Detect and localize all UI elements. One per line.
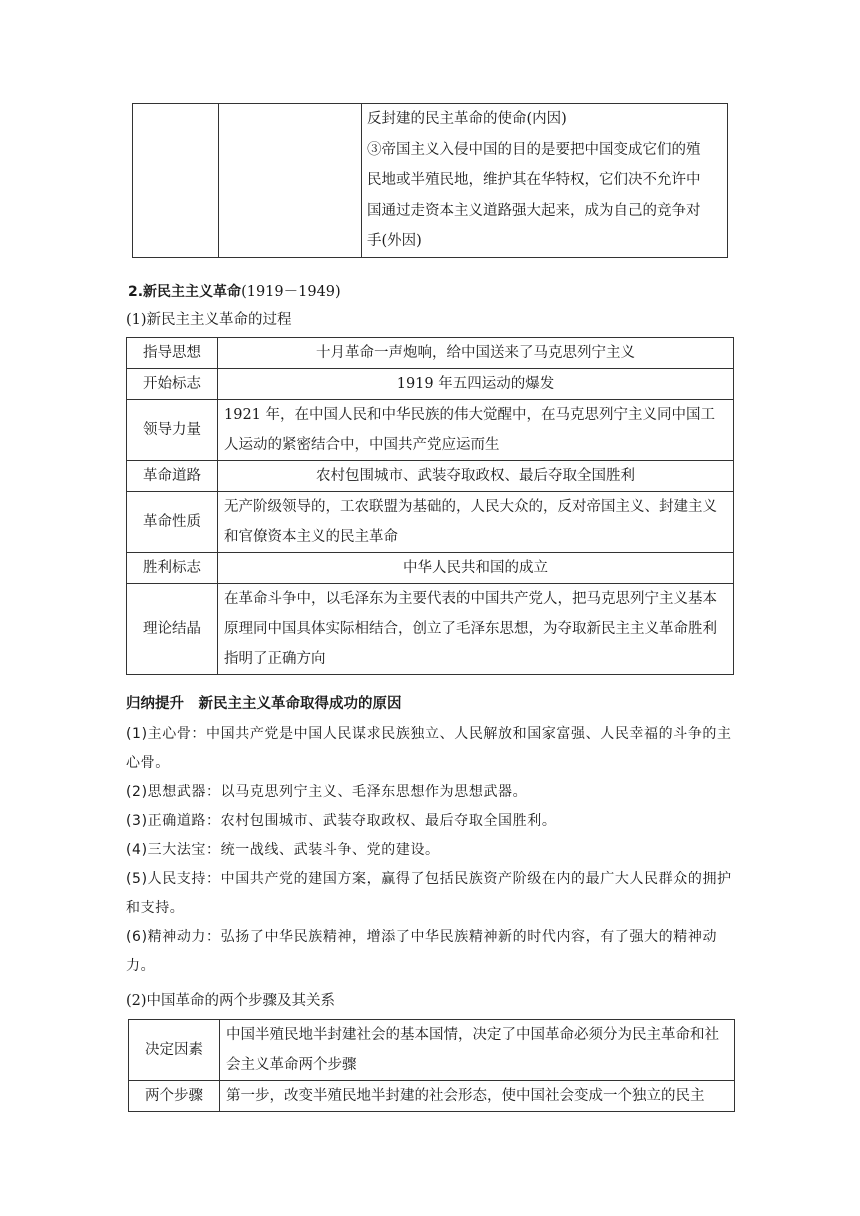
- table-row: [127, 400, 734, 461]
- row-content: 1921 年，在中国人民和中华民族的伟大觉醒中，在马克思列宁主义同中国工人运动的紧密结合中，中国共产党应运而生: [218, 400, 734, 461]
- row-label: 革命道路: [127, 461, 218, 492]
- row-label: 指导思想: [127, 338, 218, 369]
- subsection-heading: (2)中国革命的两个步骤及其关系: [126, 993, 336, 1009]
- row-content: 在革命斗争中，以毛泽东为主要代表的中国共产党人，把马克思列宁主义基本原理同中国具体实际相结合，创立了毛泽东思想，为夺取新民主主义革命胜利指明了正确方向: [218, 584, 734, 675]
- section-years: (1919－1949): [241, 284, 341, 300]
- row-label: 理论结晶: [127, 584, 218, 675]
- empty-cell: [219, 104, 362, 258]
- item-text: 弘扬了中华民族精神，增添了中华民族精神新的时代内容，有了强大的精神动力。: [126, 929, 718, 974]
- item-key: (5)人民支持：: [126, 871, 221, 887]
- row-label: 决定因素: [129, 1020, 220, 1081]
- text-line: 手(外因): [367, 233, 422, 249]
- text-line: 国通过走资本主义道路强大起来，成为自己的竞争对: [367, 202, 701, 219]
- induction-heading: 归纳提升 新民主主义革命取得成功的原因: [126, 696, 402, 712]
- item-text: 统一战线、武装斗争、党的建设。: [220, 842, 440, 858]
- table-row: [129, 1020, 735, 1081]
- row-label: 领导力量: [127, 400, 218, 461]
- row-content: 十月革命一声炮响，给中国送来了马克思列宁主义: [218, 338, 734, 369]
- list-item: [126, 923, 736, 981]
- row-content: 第一步，改变半殖民地半封建的社会形态，使中国社会变成一个独立的民主: [220, 1081, 735, 1112]
- row-content: 无产阶级领导的，工农联盟为基础的，人民大众的，反对帝国主义、封建主义和官僚资本主义的民主革命: [218, 492, 734, 553]
- table-row: [127, 338, 734, 369]
- table-row: [129, 1081, 735, 1112]
- table-row: [127, 369, 734, 400]
- empty-cell: [133, 104, 219, 258]
- text-line: ③帝国主义入侵中国的目的是要把中国变成它们的殖: [367, 141, 701, 158]
- row-content: 中华人民共和国的成立: [218, 553, 734, 584]
- row-label: 开始标志: [127, 369, 218, 400]
- item-text: 以马克思列宁主义、毛泽东思想作为思想武器。: [220, 784, 528, 800]
- table-row: [127, 492, 734, 553]
- section-title: 2.新民主主义革命: [128, 284, 242, 300]
- section-heading: [128, 281, 341, 303]
- item-key: (4)三大法宝：: [126, 842, 221, 858]
- text-line: 反封建的民主革命的使命(内因): [367, 111, 567, 127]
- reason-cell: [362, 104, 728, 258]
- list-item: [126, 836, 736, 865]
- row-label: 革命性质: [127, 492, 218, 553]
- text-line: 民地或半殖民地，维护其在华特权，它们决不允许中: [367, 172, 701, 188]
- revolution-steps-table: [128, 1019, 735, 1112]
- row-content: 中国半殖民地半封建社会的基本国情，决定了中国革命必须分为民主革命和社会主义革命两个步骤: [220, 1020, 735, 1081]
- revolution-process-table: [126, 337, 734, 675]
- subsection-heading: (1)新民主主义革命的过程: [126, 312, 292, 328]
- list-item: [126, 865, 736, 923]
- row-content: 1919 年五四运动的爆发: [218, 369, 734, 400]
- continued-table: [132, 103, 728, 258]
- table-row: [127, 461, 734, 492]
- induction-list: [126, 720, 736, 981]
- list-item: [126, 807, 736, 836]
- item-text: 中国共产党的建国方案，赢得了包括民族资产阶级在内的最广大人民群众的拥护和支持。: [126, 871, 732, 916]
- item-key: (1)主心骨：: [126, 726, 207, 742]
- table-row: [127, 553, 734, 584]
- row-content: 农村包围城市、武装夺取政权、最后夺取全国胜利: [218, 461, 734, 492]
- table-row: [127, 584, 734, 675]
- list-item: [126, 778, 736, 807]
- row-label: 胜利标志: [127, 553, 218, 584]
- item-key: (6)精神动力：: [126, 929, 221, 945]
- list-item: [126, 720, 736, 778]
- item-key: (2)思想武器：: [126, 784, 221, 800]
- item-key: (3)正确道路：: [126, 813, 221, 829]
- row-label: 两个步骤: [129, 1081, 220, 1112]
- item-text: 农村包围城市、武装夺取政权、最后夺取全国胜利。: [220, 813, 557, 829]
- item-text: 中国共产党是中国人民谋求民族独立、人民解放和国家富强、人民幸福的斗争的主心骨。: [126, 726, 732, 771]
